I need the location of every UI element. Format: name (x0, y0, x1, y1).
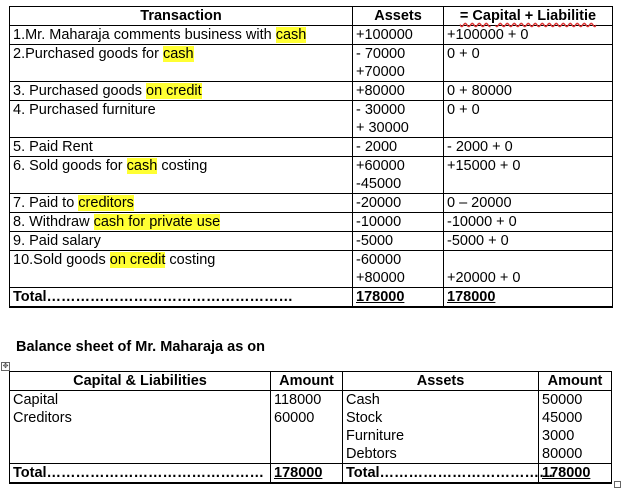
assets-value (353, 232, 444, 251)
header-capital-liabilities: = Capital + Liabilitie (444, 7, 613, 26)
transactions-header-row (10, 7, 613, 26)
total-capital-liabilities: 178000 (444, 288, 613, 308)
capital-liabilities-value-line: 0 + 0 (447, 102, 480, 118)
assets-value-line: - 2000 (356, 139, 398, 155)
assets-value-line: + 30000 (356, 120, 409, 136)
description-text: costing (157, 158, 208, 174)
transaction-row (10, 45, 613, 82)
assets-value-line: +80000 (356, 83, 405, 99)
transaction-row (10, 251, 613, 288)
assets-value (353, 138, 444, 157)
highlighted-text: cash for private use (93, 214, 221, 230)
transaction-row (10, 194, 613, 213)
asset-item: Cash (346, 392, 380, 408)
description-text: costing (165, 252, 216, 268)
highlighted-text: cash (162, 46, 194, 62)
transaction-description (10, 251, 353, 288)
asset-item: Debtors (346, 446, 397, 462)
liability-amount: 60000 (274, 410, 315, 426)
description-text: 8. Withdraw (13, 214, 94, 230)
capital-liabilities-value (444, 213, 613, 232)
assets-value (353, 82, 444, 101)
highlighted-text: creditors (78, 195, 134, 211)
liabilities-amounts (271, 391, 343, 464)
capital-liabilities-value-line: +15000 + 0 (447, 158, 521, 174)
transaction-description (10, 157, 353, 194)
assets-value-line: +70000 (356, 64, 405, 80)
description-text: 6. Sold goods for (13, 158, 127, 174)
highlighted-text: cash (275, 27, 307, 43)
balance-sheet-title: Balance sheet of Mr. Maharaja as on (16, 339, 266, 355)
transaction-description (10, 213, 353, 232)
assets-value (353, 45, 444, 82)
transaction-row (10, 82, 613, 101)
capital-liabilities-value-line: +100000 + 0 (447, 27, 529, 43)
assets-value-line: -20000 (356, 195, 402, 211)
highlighted-text: on credit (146, 83, 202, 99)
assets-value-line: -10000 (356, 214, 402, 230)
transaction-description (10, 232, 353, 251)
capital-liabilities-value-line: 0 + 0 (447, 46, 480, 62)
highlighted-text: cash (126, 158, 158, 174)
capital-liabilities-value (444, 138, 613, 157)
assets-value-line: +60000 (356, 158, 405, 174)
transaction-row (10, 138, 613, 157)
table-resize-handle-icon[interactable] (614, 481, 621, 488)
transaction-row (10, 101, 613, 138)
transactions-total-row (10, 288, 613, 308)
assets-value-line: +100000 (356, 27, 413, 43)
capital-liabilities-value-line: 0 + 80000 (447, 83, 512, 99)
assets-value (353, 101, 444, 138)
description-text: 7. Paid to (13, 195, 79, 211)
table-move-handle-icon[interactable]: ✥ (2, 363, 9, 370)
transaction-description (10, 45, 353, 82)
total-label: Total…………………………………………… (10, 288, 353, 308)
balance-sheet-table (9, 371, 612, 484)
description-text: 9. Paid salary (13, 233, 101, 249)
capital-liabilities-value (444, 251, 613, 288)
capital-liabilities-value (444, 26, 613, 45)
header-amount-left: Amount (271, 372, 343, 391)
assets-value-line: -60000 (356, 252, 402, 268)
capital-liabilities-value-line: -10000 + 0 (447, 214, 517, 230)
capital-liabilities-value (444, 232, 613, 251)
capital-liabilities-value-line: -5000 + 0 (447, 233, 509, 249)
description-text: 10.Sold goods (13, 252, 110, 268)
transaction-description (10, 138, 353, 157)
transaction-description (10, 194, 353, 213)
asset-item: Stock (346, 410, 383, 426)
capital-liabilities-value-line: - 2000 + 0 (447, 139, 513, 155)
capital-liabilities-value-line: +20000 + 0 (447, 270, 521, 286)
liability-item: Capital (13, 392, 59, 408)
asset-amount: 45000 (542, 410, 583, 426)
transaction-description (10, 26, 353, 45)
description-text: 4. Purchased furniture (13, 102, 156, 118)
assets-value (353, 251, 444, 288)
balance-sheet-total-row (10, 464, 612, 484)
description-text: 3. Purchased goods (13, 83, 147, 99)
asset-amount: 50000 (542, 392, 583, 408)
liability-item: Creditors (13, 410, 72, 426)
assets-value-line: +80000 (356, 270, 405, 286)
bs-total-right-label: Total……………………………… (343, 464, 539, 484)
liabilities-list (10, 391, 271, 464)
assets-list (343, 391, 539, 464)
liability-amount: 118000 (274, 392, 322, 408)
balance-sheet-header-row (10, 372, 612, 391)
header-capital-and-liabilities: Capital & Liabilities (10, 372, 271, 391)
header-assets-right: Assets (343, 372, 539, 391)
capital-liabilities-value (444, 82, 613, 101)
transaction-row (10, 213, 613, 232)
description-text: 5. Paid Rent (13, 139, 93, 155)
header-transaction: Transaction (10, 7, 353, 26)
transaction-description (10, 82, 353, 101)
asset-item: Furniture (346, 428, 405, 444)
bs-total-left-amount: 178000 (271, 464, 343, 484)
highlighted-text: on credit (109, 252, 166, 268)
assets-value (353, 213, 444, 232)
capital-liabilities-value-line: 0 – 20000 (447, 195, 512, 211)
total-assets: 178000 (353, 288, 444, 308)
assets-amounts (539, 391, 612, 464)
description-text: 1.Mr. Maharaja comments business with (13, 27, 276, 43)
capital-liabilities-value (444, 194, 613, 213)
header-amount-right: Amount (539, 372, 612, 391)
bs-total-left-label: Total……………………………………… (10, 464, 271, 484)
transactions-table (9, 6, 613, 308)
assets-value-line: -5000 (356, 233, 394, 249)
balance-sheet-body-row (10, 391, 612, 464)
transaction-row (10, 26, 613, 45)
assets-value-line: - 70000 (356, 46, 406, 62)
capital-liabilities-value (444, 101, 613, 138)
transaction-row (10, 232, 613, 251)
transaction-row (10, 157, 613, 194)
bs-total-right-amount: 178000 (539, 464, 612, 484)
assets-value (353, 26, 444, 45)
assets-value-line: - 30000 (356, 102, 406, 118)
asset-amount: 3000 (542, 428, 575, 444)
capital-liabilities-value (444, 45, 613, 82)
assets-value (353, 157, 444, 194)
transaction-description (10, 101, 353, 138)
description-text: 2.Purchased goods for (13, 46, 163, 62)
assets-value (353, 194, 444, 213)
header-assets: Assets (353, 7, 444, 26)
capital-liabilities-value (444, 157, 613, 194)
assets-value-line: -45000 (356, 176, 402, 192)
asset-amount: 80000 (542, 446, 583, 462)
capital-liabilities-value-line (447, 251, 612, 269)
